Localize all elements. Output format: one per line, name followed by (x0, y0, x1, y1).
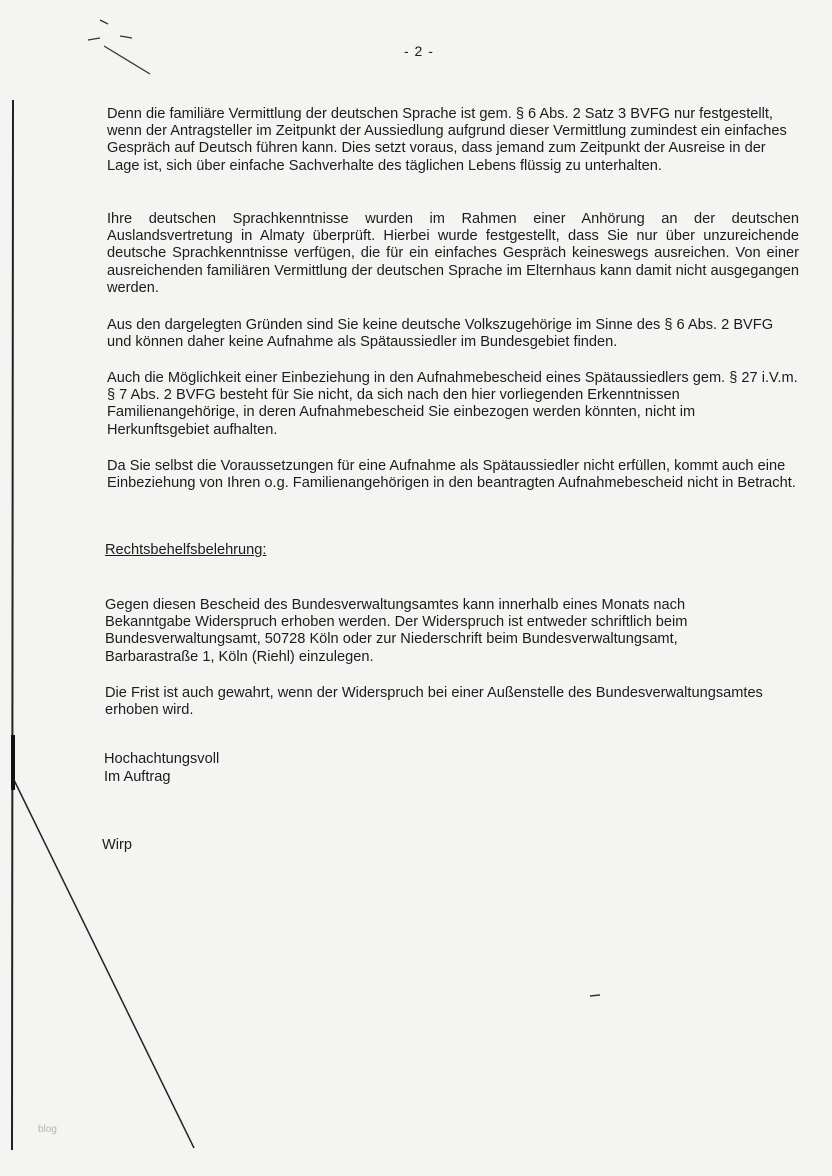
paragraph-language-assessment: Ihre deutschen Sprachkenntnisse wurden im Rahmen einer Anhörung an der deutschen Auslandsvertretung in Almaty überprüft. Hierbei wurde festgestellt, dass Sie nur über unzureichende deutsche Sprachkenntnisse verfügen, die für ein einfaches Gespräch keineswegs ausreichen. Von einer ausreichenden familiären Vermittlung der deutschen Sprache im Elternhaus kann damit nicht ausgegangen werden. (107, 211, 799, 296)
page-number: - 2 - (404, 43, 434, 59)
legal-remedy-heading: Rechtsbehelfsbelehrung: (105, 542, 267, 558)
speck-mark (590, 995, 600, 996)
watermark: blog (38, 1124, 57, 1135)
signature-name: Wirp (102, 837, 132, 853)
closing-block (104, 750, 219, 786)
closing-greeting: Hochachtungsvoll (104, 751, 220, 767)
left-edge-line (12, 100, 13, 1150)
paragraph-family-inclusion: Da Sie selbst die Voraussetzungen für eine Aufnahme als Spätaussiedler nicht erfüllen, kommt auch eine Einbeziehung von Ihren o.g. Familienangehörigen in den beantragten Aufnahmebescheid nicht in Betracht. (107, 458, 796, 492)
paragraph-conclusion: Aus den dargelegten Gründen sind Sie keine deutsche Volkszugehörige im Sinne des § 6 Abs. 2 BVFG und können daher keine Aufnahme als Spätaussiedler im Bundesgebiet finden. (107, 317, 774, 351)
paragraph-objection-info: Gegen diesen Bescheid des Bundesverwaltungsamtes kann innerhalb eines Monats nach Bekanntgabe Widerspruch erhoben werden. Der Widerspruch ist entweder schriftlich beim Bundesverwaltungsamt, 50728 Köln oder zur Niederschrift beim Bundesverwaltungsamt, Barbarastraße 1, Köln (Riehl) einzulegen. (105, 597, 688, 665)
paragraph-language-requirement: Denn die familiäre Vermittlung der deutschen Sprache ist gem. § 6 Abs. 2 Satz 3 BVFG nur festgestellt, wenn der Antragsteller im Zeitpunkt der Aussiedlung aufgrund dieser Vermittlung zumindest ein einfaches Gespräch auf Deutsch führen kann. Dies setzt voraus, dass jemand zum Zeitpunkt der Ausreise in der Lage ist, sich über einfache Sachverhalte des täglichen Lebens flüssig zu unterhalten. (107, 106, 787, 174)
closing-on-behalf: Im Auftrag (104, 769, 171, 785)
paragraph-deadline-info: Die Frist ist auch gewahrt, wenn der Widerspruch bei einer Außenstelle des Bundesverwaltungsamtes erhoben wird. (105, 685, 763, 719)
corner-scribble (88, 20, 150, 74)
paragraph-inclusion: Auch die Möglichkeit einer Einbeziehung in den Aufnahmebescheid eines Spätaussiedlers gem. § 27 i.V.m. § 7 Abs. 2 BVFG besteht für Sie nicht, da sich nach den hier vorliegenden Erkenntnissen Familienangehörige, in deren Aufnahmebescheid Sie einbezogen werden könnten, nicht im Herkunftsgebiet aufhalten. (107, 370, 798, 438)
diagonal-scan-line (14, 780, 194, 1148)
